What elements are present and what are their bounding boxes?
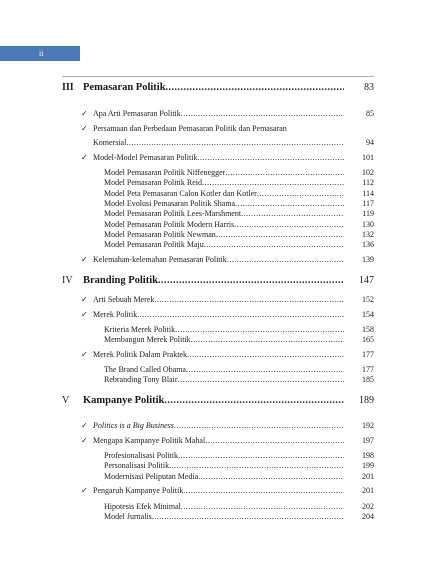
toc-subsection-entry[interactable] (62, 451, 374, 460)
toc-section-entry[interactable] (62, 138, 374, 147)
entry-page-number: 152 (362, 295, 374, 304)
dot-leader (164, 395, 344, 406)
dot-leader (235, 199, 344, 208)
entry-page-number: 198 (362, 451, 374, 460)
entry-page-number: 204 (362, 512, 374, 521)
entry-page-number: 197 (362, 436, 374, 445)
toc-section-entry[interactable] (62, 124, 374, 133)
entry-page-number: 139 (362, 255, 374, 264)
entry-page-number: 201 (362, 472, 374, 481)
entry-page-number: 130 (362, 220, 374, 229)
dot-leader (158, 275, 344, 286)
entry-title: Apa Arti Pemasaran Politik (93, 109, 181, 118)
dot-leader (175, 325, 344, 334)
entry-title: Merek Politik (93, 310, 138, 319)
toc-subsection-entry[interactable] (62, 461, 374, 470)
entry-title: Pengaruh Kampanye Politik (93, 486, 184, 495)
entry-page-number: 119 (362, 209, 374, 218)
toc-subsection-entry[interactable] (62, 168, 374, 177)
dot-leader (234, 220, 344, 229)
entry-title: Branding Politik (83, 275, 158, 286)
entry-page-number: 117 (362, 199, 374, 208)
entry-page-number: 192 (362, 421, 374, 430)
entry-page-number: 201 (362, 486, 374, 495)
toc-subsection-entry[interactable] (62, 472, 374, 481)
entry-title: Hipotesis Efek Minimal (104, 502, 181, 511)
checkmark-icon: ✓ (81, 350, 88, 359)
dot-leader (181, 502, 344, 511)
entry-page-number: 85 (366, 109, 374, 118)
entry-title: Kelemahan-kelemahan Pemasaran Politik (93, 255, 227, 264)
checkmark-icon: ✓ (81, 295, 88, 304)
checkmark-icon: ✓ (81, 109, 88, 118)
entry-page-number: 177 (362, 350, 374, 359)
entry-page-number: 112 (362, 178, 374, 187)
checkmark-icon: ✓ (81, 486, 88, 495)
dot-leader (178, 375, 344, 384)
page-number: ii (39, 49, 44, 58)
entry-page-number: 202 (362, 502, 374, 511)
entry-title: Model Pemasaran Politik Newman (104, 230, 216, 239)
entry-page-number: 114 (362, 189, 374, 198)
toc-subsection-entry[interactable] (62, 199, 374, 208)
entry-page-number: 154 (362, 310, 374, 319)
toc-section-entry[interactable] (62, 153, 374, 162)
page-number-tab (0, 46, 80, 61)
entry-title: The Brand Called Obama (104, 365, 186, 374)
entry-page-number: 147 (359, 275, 374, 286)
dot-leader (183, 486, 344, 495)
entry-page-number: 136 (362, 240, 374, 249)
toc-section-entry[interactable] (62, 295, 374, 304)
entry-title: Model Peta Pemasaran Calon Kotler dan Kotler (104, 189, 257, 198)
header-rule (62, 76, 374, 77)
dot-leader (202, 178, 344, 187)
checkmark-icon: ✓ (81, 153, 88, 162)
dot-leader (198, 472, 344, 481)
checkmark-icon: ✓ (81, 124, 88, 133)
entry-title: Mengapa Kampanye Politik Mahal (93, 436, 206, 445)
entry-page-number: 165 (362, 335, 374, 344)
toc-section-entry[interactable] (62, 350, 374, 359)
entry-title: Model Pemasaran Politik Maju (104, 240, 204, 249)
dot-leader (205, 436, 344, 445)
entry-page-number: 199 (362, 461, 374, 470)
entry-title: Model Pemasaran Politik Modern Harris (104, 220, 235, 229)
entry-title: Rebranding Tony Blair (104, 375, 178, 384)
entry-page-number: 177 (362, 365, 374, 374)
dot-leader (126, 138, 344, 147)
entry-title: Membangun Merek Politik (104, 335, 191, 344)
entry-title: Profesionalisasi Politik (104, 451, 178, 460)
dot-leader (204, 240, 344, 249)
toc-section-entry[interactable] (62, 109, 374, 118)
toc-subsection-entry[interactable] (62, 365, 374, 374)
entry-page-number: 189 (359, 395, 374, 406)
checkmark-icon: ✓ (81, 310, 88, 319)
entry-page-number: 102 (362, 168, 374, 177)
dot-leader (154, 295, 344, 304)
entry-title: Kriteria Merek Politik (104, 325, 176, 334)
toc-chapter-entry[interactable] (62, 275, 374, 286)
toc-subsection-entry[interactable] (62, 189, 374, 198)
entry-title: Model Evolusi Pemasaran Politik Shama (104, 199, 236, 208)
chapter-number: III (62, 82, 74, 93)
dot-leader (174, 421, 344, 430)
entry-title: Model Jurnalis (104, 512, 152, 521)
toc-chapter-entry[interactable] (62, 395, 374, 406)
dot-leader (216, 230, 344, 239)
toc-subsection-entry[interactable] (62, 178, 374, 187)
toc-chapter-entry[interactable] (62, 82, 374, 93)
chapter-number: IV (62, 275, 73, 286)
entry-title: Modernisasi Peliputan Media (104, 472, 199, 481)
dot-leader (227, 255, 344, 264)
entry-page-number: 185 (362, 375, 374, 384)
entry-page-number: 94 (366, 138, 374, 147)
checkmark-icon: ✓ (81, 421, 88, 430)
entry-title: Model-Model Pemasaran Politik (93, 153, 198, 162)
entry-title: Komersial (93, 138, 127, 147)
dot-leader (225, 168, 344, 177)
toc-subsection-entry[interactable] (62, 375, 374, 384)
checkmark-icon: ✓ (81, 255, 88, 264)
dot-leader (181, 109, 344, 118)
entry-title: Politics is a Big Business (93, 421, 174, 430)
dot-leader (166, 82, 344, 93)
toc-subsection-entry[interactable] (62, 502, 374, 511)
chapter-number: V (62, 395, 70, 406)
toc-subsection-entry[interactable] (62, 230, 374, 239)
toc-subsection-entry[interactable] (62, 335, 374, 344)
dot-leader (178, 451, 344, 460)
entry-page-number: 158 (362, 325, 374, 334)
toc-subsection-entry[interactable] (62, 240, 374, 249)
entry-title: Persamaan dan Perbedaan Pemasaran Politik dan Pemasaran (93, 124, 287, 133)
dot-leader (257, 189, 344, 198)
toc-subsection-entry[interactable] (62, 512, 374, 521)
toc-section-entry[interactable] (62, 310, 374, 319)
entry-page-number: 83 (364, 82, 374, 93)
toc-section-entry[interactable] (62, 436, 374, 445)
dot-leader (197, 153, 344, 162)
dot-leader (137, 310, 344, 319)
toc-section-entry[interactable] (62, 421, 374, 430)
dot-leader (186, 365, 344, 374)
entry-title: Pemasaran Politik (83, 82, 166, 93)
entry-page-number: 132 (362, 230, 374, 239)
dot-leader (187, 350, 344, 359)
dot-leader (169, 461, 344, 470)
entry-title: Model Pemasaran Politik Niffenegger (104, 168, 226, 177)
toc-section-entry[interactable] (62, 255, 374, 264)
toc-subsection-entry[interactable] (62, 209, 374, 218)
entry-title: Arti Sebuah Merek (93, 295, 155, 304)
entry-title: Merek Politik Dalam Praktek (93, 350, 187, 359)
dot-leader (152, 512, 344, 521)
toc-subsection-entry[interactable] (62, 325, 374, 334)
entry-title: Personalisasi Politik (104, 461, 170, 470)
toc-subsection-entry[interactable] (62, 220, 374, 229)
dot-leader (191, 335, 344, 344)
entry-page-number: 101 (362, 153, 374, 162)
entry-title: Model Pemasaran Politik Reid (104, 178, 202, 187)
checkmark-icon: ✓ (81, 436, 88, 445)
entry-title: Kampanye Politik (83, 395, 165, 406)
toc-section-entry[interactable] (62, 486, 374, 495)
entry-title: Model Pemasaran Politik Lees-Marshment (104, 209, 242, 218)
dot-leader (241, 209, 344, 218)
